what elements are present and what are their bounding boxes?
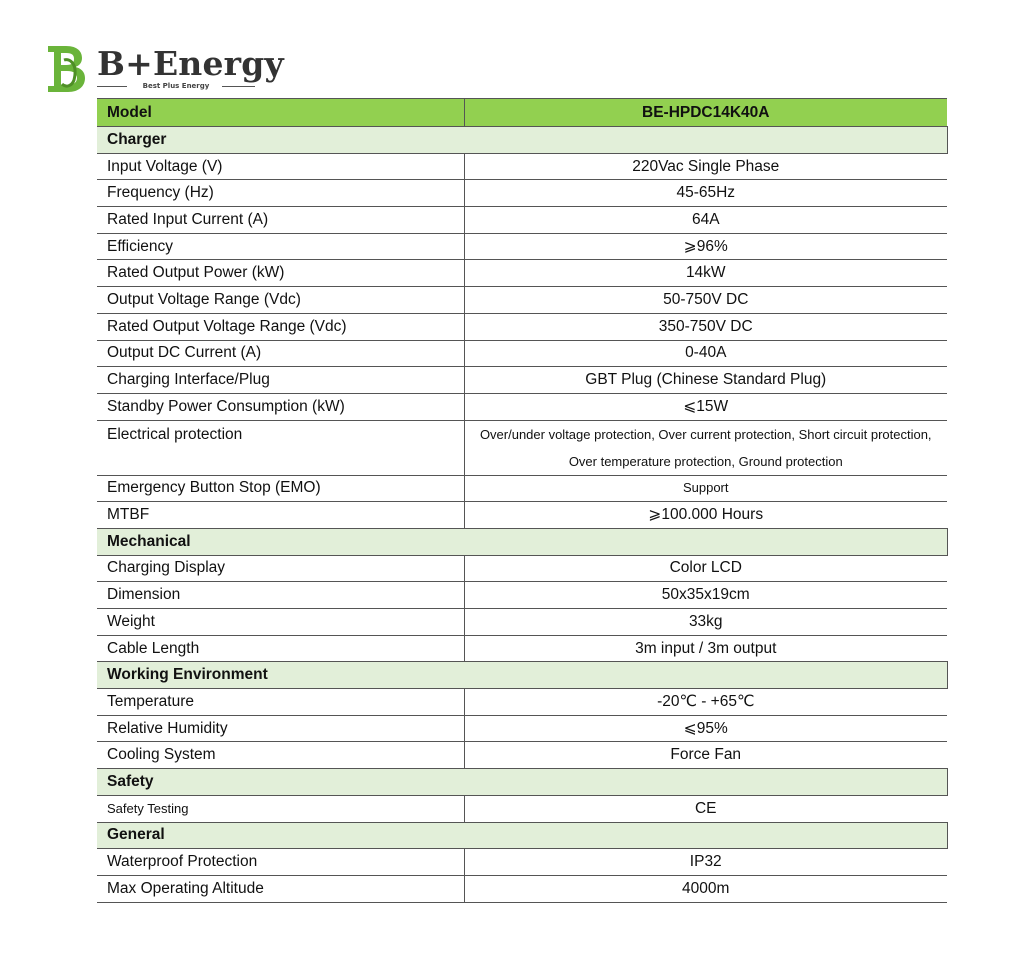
- table-row: [97, 153, 947, 180]
- spec-label: Relative Humidity: [97, 715, 464, 742]
- spec-label: Waterproof Protection: [97, 849, 464, 876]
- table-row: [97, 340, 947, 367]
- spec-value: 45-65Hz: [464, 180, 947, 207]
- table-row: [97, 849, 947, 876]
- table-row: [97, 233, 947, 260]
- spec-value: 3m input / 3m output: [464, 635, 947, 662]
- spec-value: 4000m: [464, 875, 947, 902]
- spec-label: Input Voltage (V): [97, 153, 464, 180]
- table-row: [97, 180, 947, 207]
- section-header-row: [97, 822, 947, 849]
- spec-value: 50-750V DC: [464, 287, 947, 314]
- table-row: [97, 715, 947, 742]
- section-header-row: [97, 769, 947, 796]
- spec-label: Max Operating Altitude: [97, 875, 464, 902]
- spec-label: Rated Output Power (kW): [97, 260, 464, 287]
- table-row: [97, 393, 947, 420]
- spec-value: -20℃ - +65℃: [464, 689, 947, 716]
- section-title: Mechanical: [97, 528, 947, 555]
- brand-tagline: Best Plus Energy: [142, 82, 210, 90]
- table-row: [97, 689, 947, 716]
- table-row: [97, 420, 947, 475]
- spec-label: Cable Length: [97, 635, 464, 662]
- section-title: Charger: [97, 127, 947, 154]
- spec-value: 50x35x19cm: [464, 582, 947, 609]
- spec-value: CE: [464, 795, 947, 822]
- table-row: [97, 287, 947, 314]
- spec-label: Rated Input Current (A): [97, 207, 464, 234]
- section-header-row: [97, 662, 947, 689]
- spec-value: ⩾100.000 Hours: [464, 502, 947, 529]
- section-header-row: [97, 528, 947, 555]
- table-row: [97, 260, 947, 287]
- table-header-row: [97, 99, 947, 127]
- spec-label: Weight: [97, 609, 464, 636]
- model-label: Model: [97, 99, 464, 127]
- table-row: [97, 367, 947, 394]
- spec-value: 350-750V DC: [464, 313, 947, 340]
- spec-value: 0-40A: [464, 340, 947, 367]
- spec-label: MTBF: [97, 502, 464, 529]
- spec-label: Efficiency: [97, 233, 464, 260]
- section-title: Safety: [97, 769, 947, 796]
- table-row: [97, 875, 947, 902]
- section-header-row: [97, 127, 947, 154]
- spec-label: Safety Testing: [97, 795, 464, 822]
- spec-value: 220Vac Single Phase: [464, 153, 947, 180]
- table-row: [97, 609, 947, 636]
- table-row: [97, 582, 947, 609]
- spec-label: Temperature: [97, 689, 464, 716]
- spec-value: ⩽95%: [464, 715, 947, 742]
- spec-value: IP32: [464, 849, 947, 876]
- model-value: BE-HPDC14K40A: [464, 99, 947, 127]
- table-row: [97, 795, 947, 822]
- spec-label: Output Voltage Range (Vdc): [97, 287, 464, 314]
- spec-value: 33kg: [464, 609, 947, 636]
- section-title: Working Environment: [97, 662, 947, 689]
- spec-value: Over/under voltage protection, Over current protection, Short circuit protection, Over temperature protection, Ground protection: [464, 420, 947, 475]
- spec-value: ⩾96%: [464, 233, 947, 260]
- spec-value: 64A: [464, 207, 947, 234]
- spec-value: ⩽15W: [464, 393, 947, 420]
- table-row: [97, 207, 947, 234]
- spec-label: Charging Interface/Plug: [97, 367, 464, 394]
- section-title: General: [97, 822, 947, 849]
- brand-logo-icon: [44, 40, 100, 96]
- spec-label: Rated Output Voltage Range (Vdc): [97, 313, 464, 340]
- spec-value: 14kW: [464, 260, 947, 287]
- table-row: [97, 555, 947, 582]
- table-row: [97, 742, 947, 769]
- spec-value: Force Fan: [464, 742, 947, 769]
- table-row: [97, 475, 947, 502]
- spec-value: GBT Plug (Chinese Standard Plug): [464, 367, 947, 394]
- spec-value: Support: [464, 475, 947, 502]
- table-row: [97, 502, 947, 529]
- spec-label: Charging Display: [97, 555, 464, 582]
- spec-value: Color LCD: [464, 555, 947, 582]
- spec-label: Dimension: [97, 582, 464, 609]
- spec-label: Cooling System: [97, 742, 464, 769]
- table-row: [97, 635, 947, 662]
- table-row: [97, 313, 947, 340]
- spec-label: Frequency (Hz): [97, 180, 464, 207]
- spec-label: Emergency Button Stop (EMO): [97, 475, 464, 502]
- spec-label: Output DC Current (A): [97, 340, 464, 367]
- spec-table: [97, 98, 948, 903]
- spec-label: Electrical protection: [97, 420, 464, 475]
- spec-label: Standby Power Consumption (kW): [97, 393, 464, 420]
- brand-name: B+Energy: [97, 44, 284, 83]
